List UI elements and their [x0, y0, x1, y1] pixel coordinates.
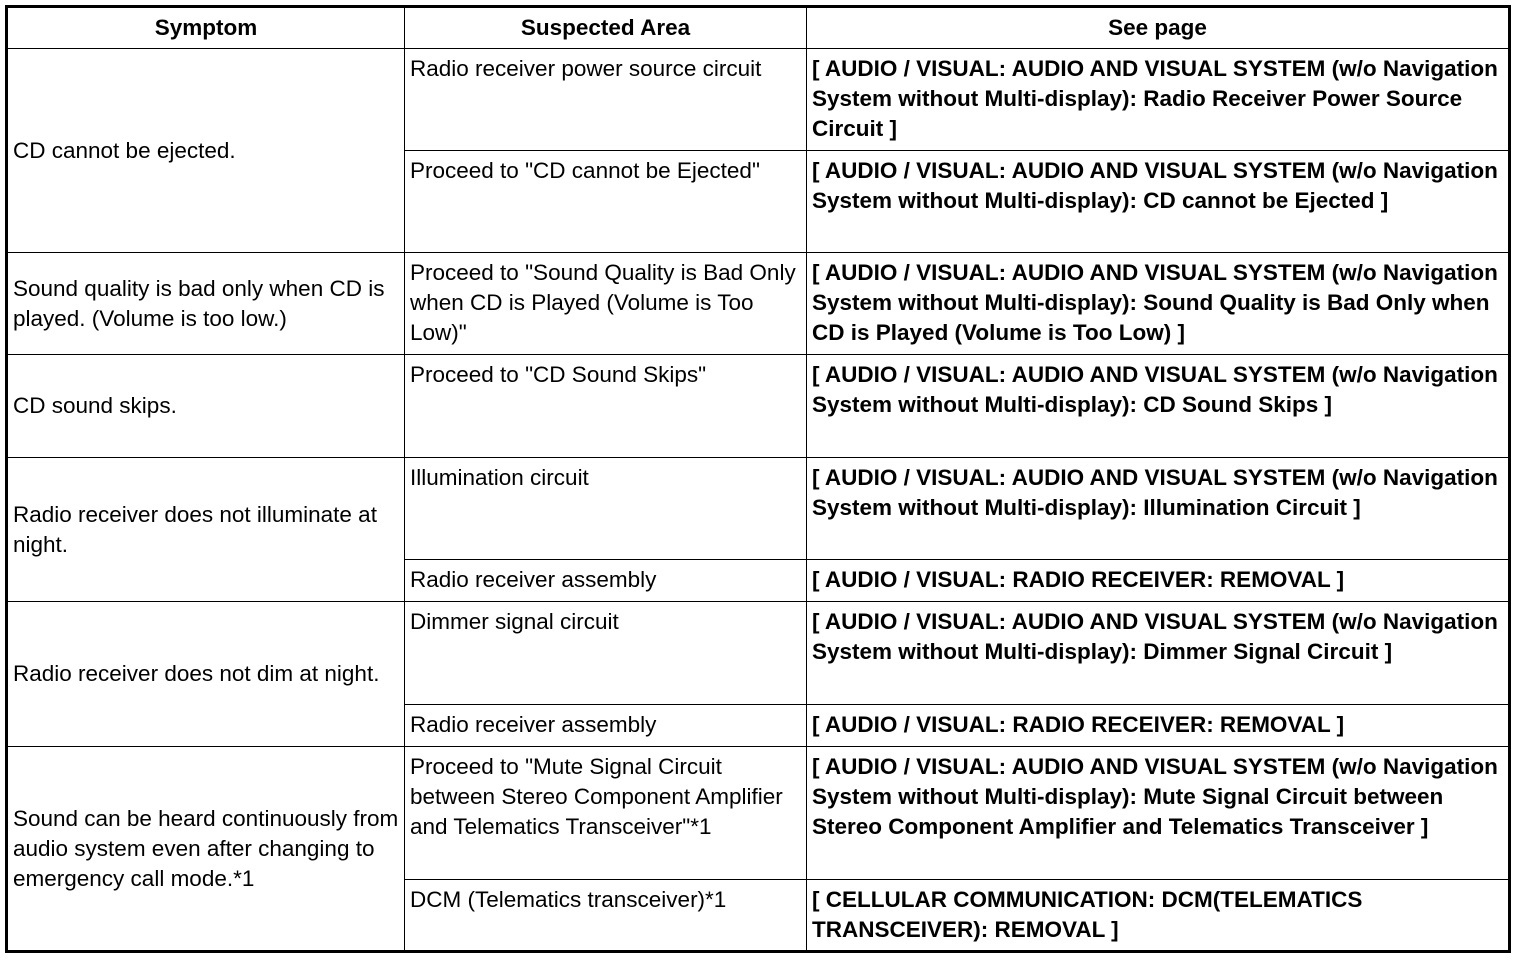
- symptom-cell: Radio receiver does not dim at night.: [7, 602, 405, 747]
- table-row: [7, 747, 1510, 880]
- troubleshooting-table-wrapper: [5, 5, 1508, 951]
- table-row: [7, 355, 1510, 458]
- suspected-area-cell: Radio receiver assembly: [405, 705, 807, 747]
- table-row: [7, 49, 1510, 151]
- suspected-area-cell: Dimmer signal circuit: [405, 602, 807, 705]
- suspected-area-cell: DCM (Telematics transceiver)*1: [405, 880, 807, 952]
- symptom-cell: Sound can be heard continuously from audio system even after changing to emergency call mode.*1: [7, 747, 405, 952]
- header-suspected-area: Suspected Area: [405, 7, 807, 49]
- see-page-link[interactable]: [ AUDIO / VISUAL: AUDIO AND VISUAL SYSTEM (w/o Navigation System without Multi-display): Mute Signal Circuit between Stereo Component Amplifier and Telematics Transceiver ]: [807, 747, 1510, 880]
- symptom-cell: CD cannot be ejected.: [7, 49, 405, 253]
- see-page-link[interactable]: [ AUDIO / VISUAL: RADIO RECEIVER: REMOVAL ]: [807, 705, 1510, 747]
- suspected-area-cell: Illumination circuit: [405, 458, 807, 560]
- see-page-link[interactable]: [ AUDIO / VISUAL: AUDIO AND VISUAL SYSTEM (w/o Navigation System without Multi-display): Radio Receiver Power Source Circuit ]: [807, 49, 1510, 151]
- suspected-area-cell: Proceed to "Mute Signal Circuit between Stereo Component Amplifier and Telematics Transceiver"*1: [405, 747, 807, 880]
- table-row: [7, 602, 1510, 705]
- table-row: [7, 458, 1510, 560]
- header-symptom: Symptom: [7, 7, 405, 49]
- see-page-link[interactable]: [ AUDIO / VISUAL: RADIO RECEIVER: REMOVAL ]: [807, 560, 1510, 602]
- symptom-cell: CD sound skips.: [7, 355, 405, 458]
- header-see-page: See page: [807, 7, 1510, 49]
- see-page-link[interactable]: [ AUDIO / VISUAL: AUDIO AND VISUAL SYSTEM (w/o Navigation System without Multi-display): Sound Quality is Bad Only when CD is Played (Volume is Too Low) ]: [807, 253, 1510, 355]
- suspected-area-cell: Proceed to "CD Sound Skips": [405, 355, 807, 458]
- see-page-link[interactable]: [ AUDIO / VISUAL: AUDIO AND VISUAL SYSTEM (w/o Navigation System without Multi-display): Illumination Circuit ]: [807, 458, 1510, 560]
- see-page-link[interactable]: [ AUDIO / VISUAL: AUDIO AND VISUAL SYSTEM (w/o Navigation System without Multi-display): CD Sound Skips ]: [807, 355, 1510, 458]
- header-row: [7, 7, 1510, 49]
- see-page-link[interactable]: [ AUDIO / VISUAL: AUDIO AND VISUAL SYSTEM (w/o Navigation System without Multi-display): Dimmer Signal Circuit ]: [807, 602, 1510, 705]
- see-page-link[interactable]: [ AUDIO / VISUAL: AUDIO AND VISUAL SYSTEM (w/o Navigation System without Multi-display): CD cannot be Ejected ]: [807, 151, 1510, 253]
- symptom-cell: Sound quality is bad only when CD is played. (Volume is too low.): [7, 253, 405, 355]
- troubleshooting-table: [5, 5, 1511, 953]
- see-page-link[interactable]: [ CELLULAR COMMUNICATION: DCM(TELEMATICS TRANSCEIVER): REMOVAL ]: [807, 880, 1510, 952]
- symptom-cell: Radio receiver does not illuminate at night.: [7, 458, 405, 602]
- suspected-area-cell: Radio receiver power source circuit: [405, 49, 807, 151]
- suspected-area-cell: Radio receiver assembly: [405, 560, 807, 602]
- suspected-area-cell: Proceed to "CD cannot be Ejected": [405, 151, 807, 253]
- suspected-area-cell: Proceed to "Sound Quality is Bad Only when CD is Played (Volume is Too Low)": [405, 253, 807, 355]
- table-row: [7, 253, 1510, 355]
